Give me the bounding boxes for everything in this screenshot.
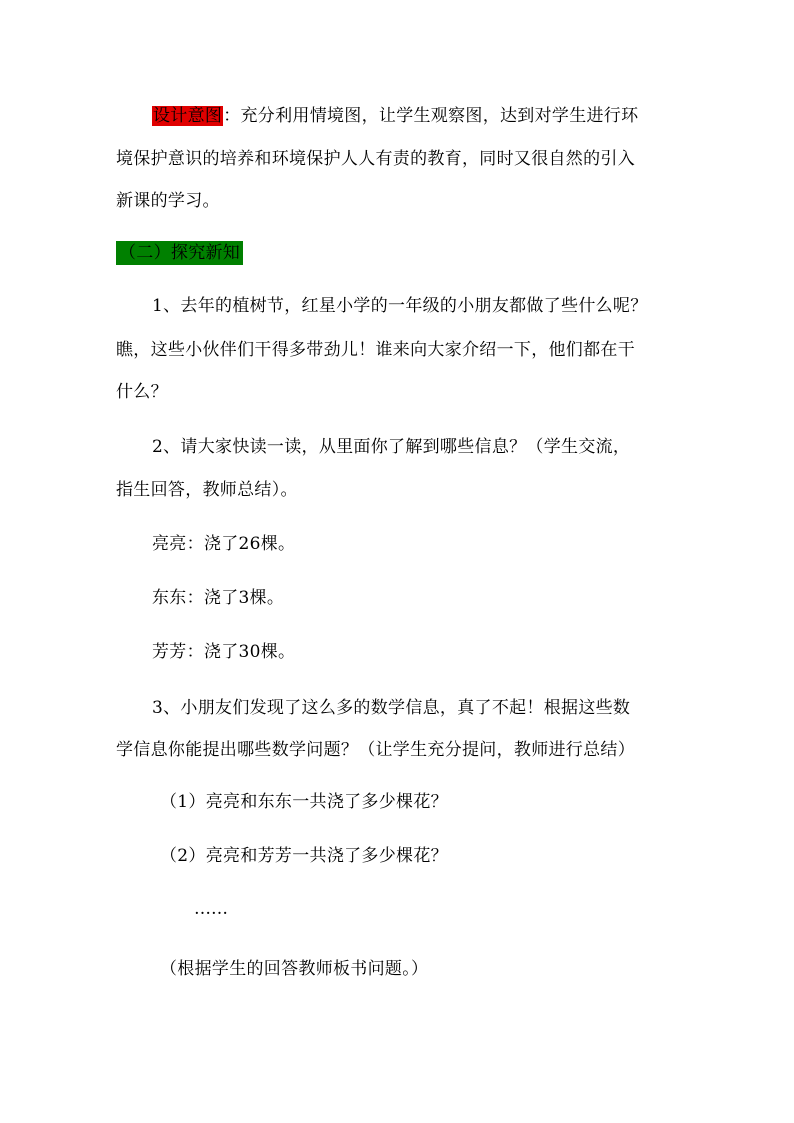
design-intent-line-2: 境保护意识的培养和环境保护人人有责的教育，同时又很自然的引入 bbox=[116, 149, 635, 169]
ellipsis: …… bbox=[194, 899, 228, 919]
info-liangliang: 亮亮：浇了26棵。 bbox=[152, 534, 296, 554]
closing-note: （根据学生的回答教师板书问题。） bbox=[160, 959, 429, 979]
design-intent-line-1 bbox=[152, 104, 638, 128]
section-title: （二）探究新知 bbox=[116, 241, 243, 265]
item-1-line-1: 1、去年的植树节，红星小学的一年级的小朋友都做了些什么呢？ bbox=[152, 296, 648, 316]
design-intent-label: 设计意图 bbox=[153, 106, 223, 126]
item-2-line-2: 指生回答，教师总结）。 bbox=[116, 480, 298, 500]
design-intent-text-1: ：充分利用情境图，让学生观察图，达到对学生进行环 bbox=[223, 106, 639, 126]
question-1: （1）亮亮和东东一共浇了多少棵花？ bbox=[160, 792, 448, 812]
item-1-line-2: 瞧，这些小伙伴们干得多带劲儿！谁来向大家介绍一下，他们都在干 bbox=[116, 340, 635, 360]
item-1-line-3: 什么？ bbox=[116, 382, 168, 402]
info-dongdong: 东东：浇了3棵。 bbox=[152, 588, 285, 608]
section-title-line bbox=[116, 241, 243, 265]
info-fangfang: 芳芳：浇了30棵。 bbox=[152, 642, 296, 662]
question-2: （2）亮亮和芳芳一共浇了多少棵花？ bbox=[160, 846, 448, 866]
design-intent-line-3: 新课的学习。 bbox=[116, 191, 220, 211]
item-2-line-1: 2、请大家快读一读，从里面你了解到哪些信息？（学生交流， bbox=[152, 437, 631, 457]
item-3-line-1: 3、小朋友们发现了这么多的数学信息，真了不起！根据这些数 bbox=[152, 698, 631, 718]
item-3-line-2: 学信息你能提出哪些数学问题？（让学生充分提问，教师进行总结） bbox=[116, 740, 635, 760]
